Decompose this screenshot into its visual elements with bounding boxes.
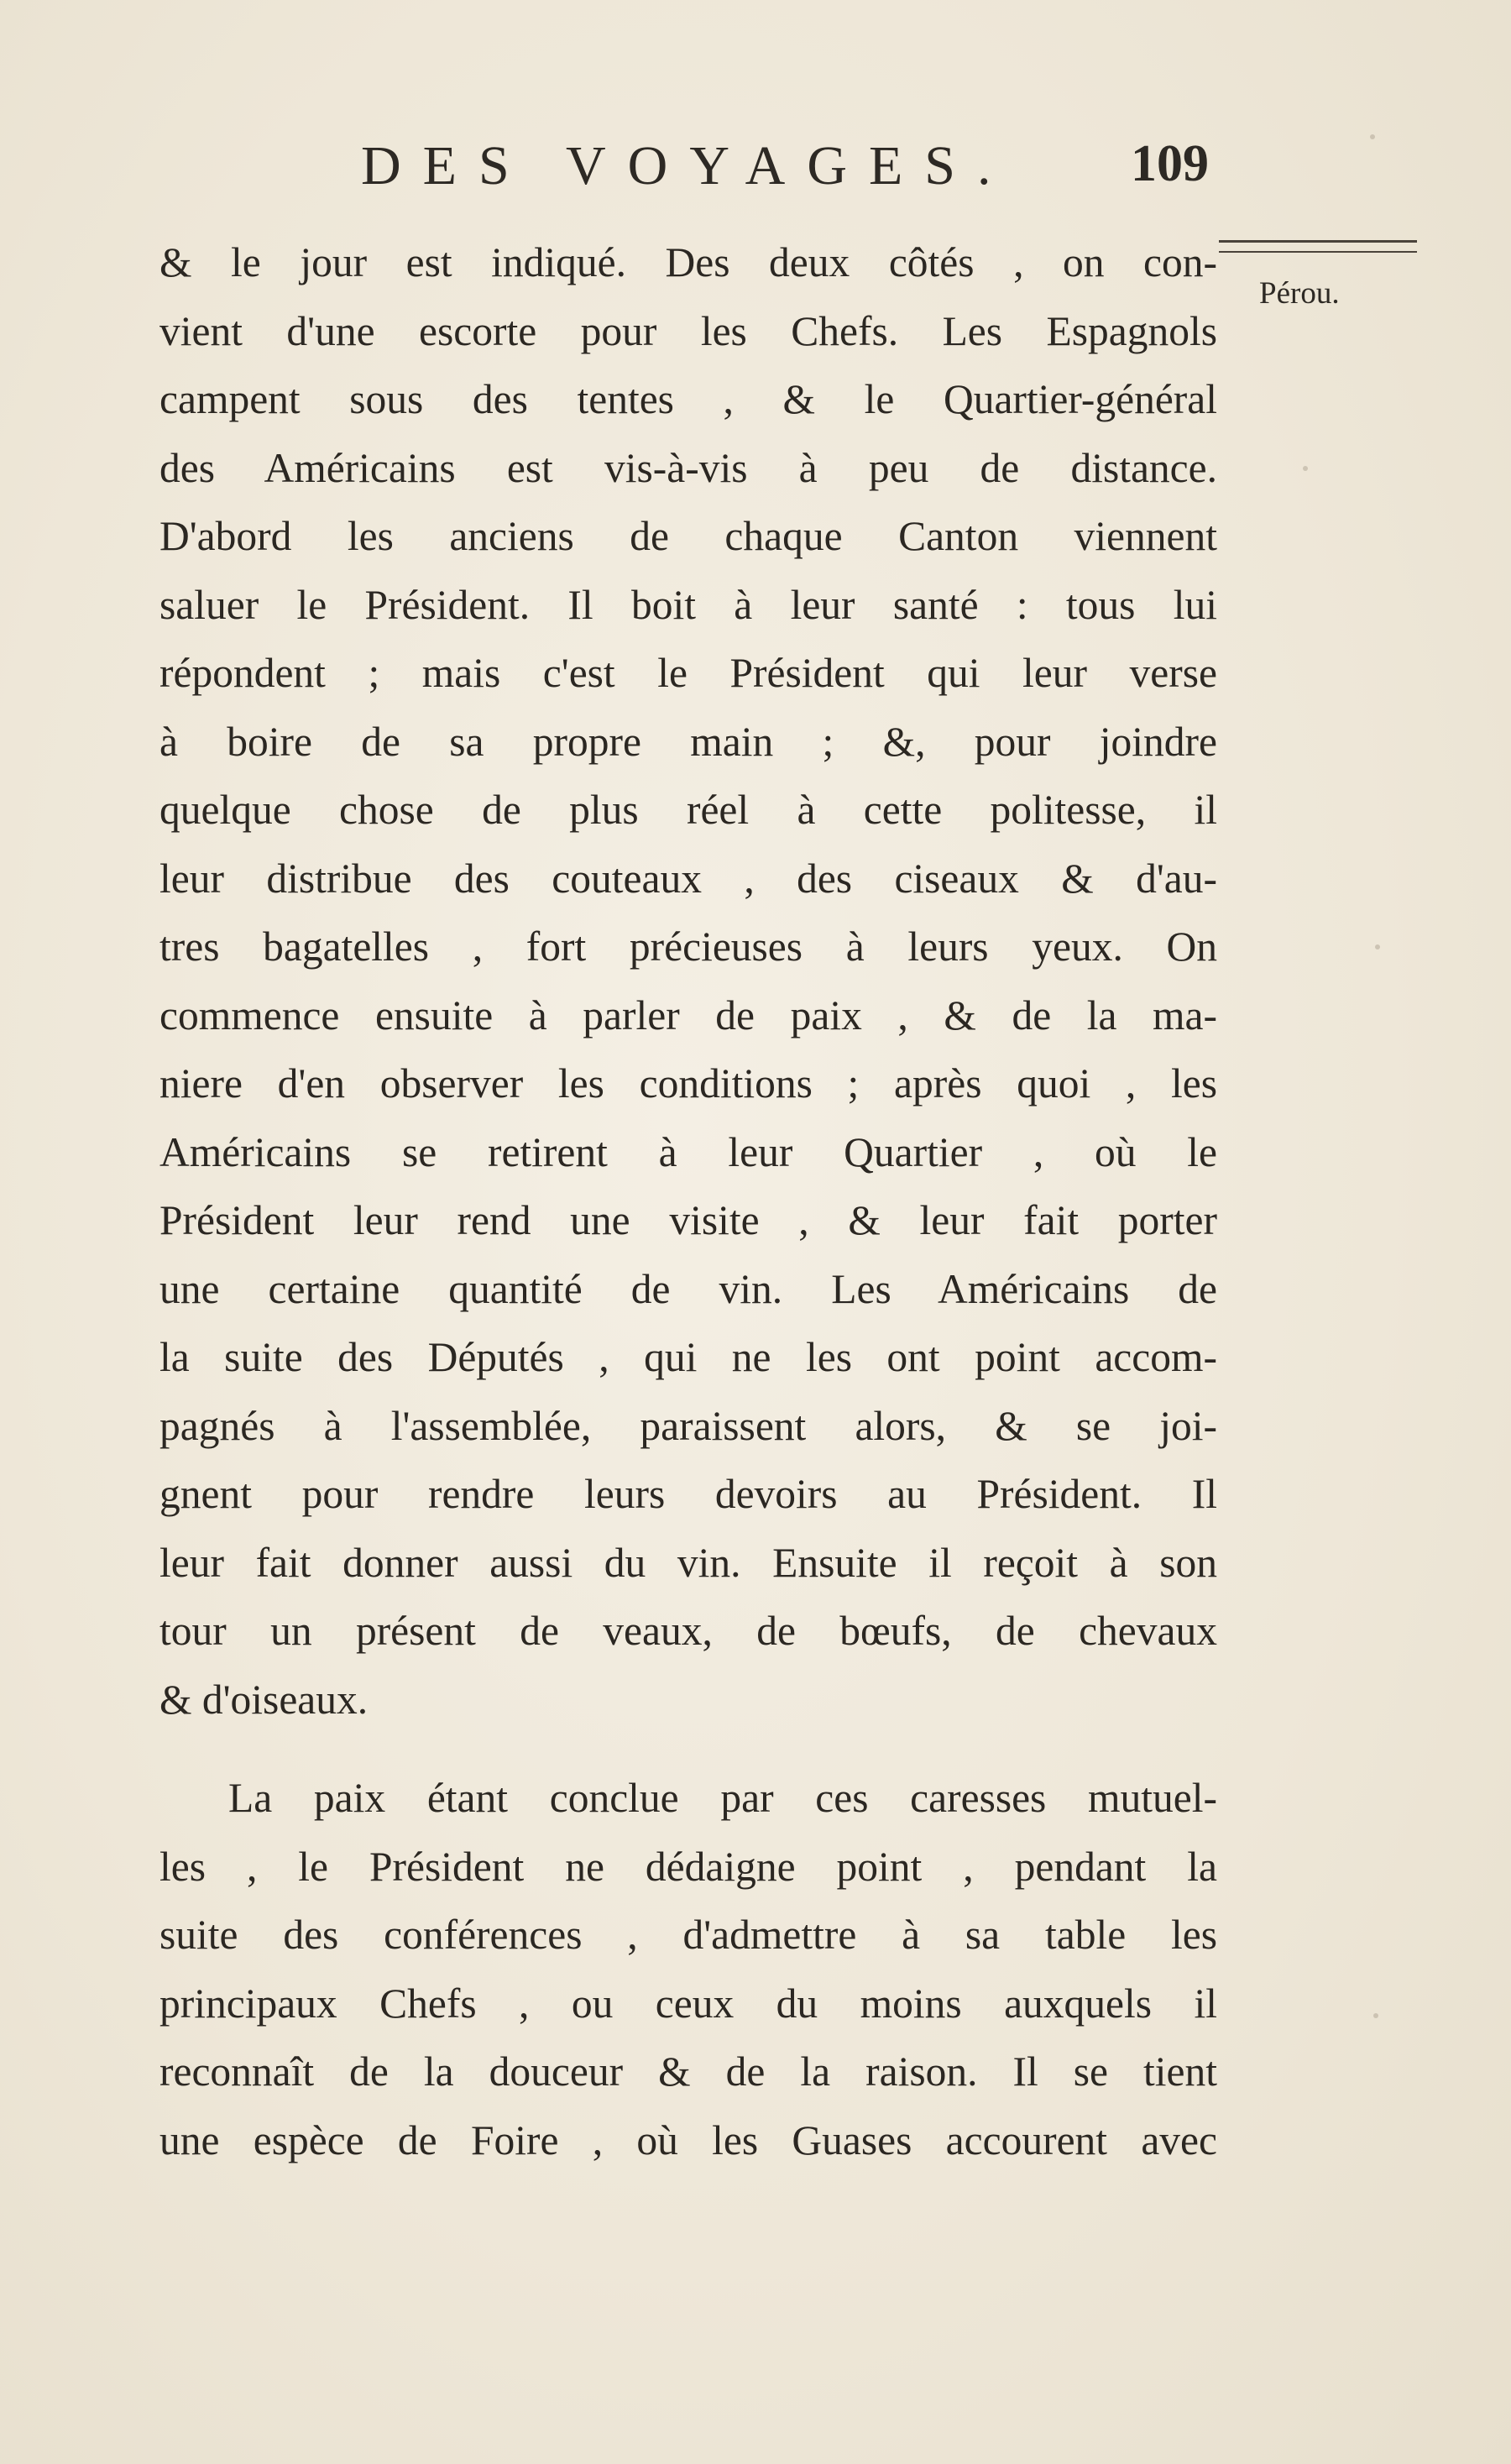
text-line: reconnaît de la douceur & de la raison. Il se tient xyxy=(159,2048,1217,2095)
text-line: niere d'en observer les conditions ; après quoi , les xyxy=(159,1060,1217,1106)
text-line: campent sous des tentes , & le Quartier-général xyxy=(159,376,1217,422)
text-line: la suite des Députés , qui ne les ont point accom- xyxy=(159,1334,1217,1380)
text-line: vient d'une escorte pour les Chefs. Les Espagnols xyxy=(159,307,1217,354)
text-line: D'abord les anciens de chaque Canton viennent xyxy=(159,513,1217,559)
paper-speck xyxy=(1370,134,1375,139)
paragraph-2 xyxy=(159,1764,1217,2174)
text-line: des Américains est vis-à-vis à peu de distance. xyxy=(159,444,1217,491)
text-line: leur fait donner aussi du vin. Ensuite il reçoit à son xyxy=(159,1539,1217,1586)
text-line: les , le Président ne dédaigne point , pendant la xyxy=(159,1843,1217,1890)
paper-speck xyxy=(1375,944,1380,950)
paper-speck xyxy=(1303,466,1308,471)
paragraph-1 xyxy=(159,228,1217,1734)
text-line: saluer le Président. Il boit à leur santé : tous lui xyxy=(159,581,1217,628)
page-header xyxy=(361,134,1209,201)
text-line: une espèce de Foire , où les Guases accourent avec xyxy=(159,2116,1217,2163)
text-line: gnent pour rendre leurs devoirs au Président. Il xyxy=(159,1471,1217,1517)
text-line: commence ensuite à parler de paix , & de la ma- xyxy=(159,991,1217,1038)
text-line: quelque chose de plus réel à cette politesse, il xyxy=(159,787,1217,833)
text-line: pagnés à l'assemblée, paraissent alors, & se joi- xyxy=(159,1402,1217,1449)
text-line: suite des conférences , d'admettre à sa table les xyxy=(159,1912,1217,1958)
text-line: La paix étant conclue par ces caresses mutuel- xyxy=(228,1775,1217,1821)
text-line: & d'oiseaux. xyxy=(159,1676,369,1723)
text-line: Président leur rend une visite , & leur fait porter xyxy=(159,1197,1217,1243)
text-line: principaux Chefs , ou ceux du moins auxquels il xyxy=(159,1980,1217,2027)
page-number: 109 xyxy=(1131,135,1209,192)
body-text xyxy=(159,228,1217,2174)
text-line: tour un présent de veaux, de bœufs, de chevaux xyxy=(159,1608,1217,1654)
paper-speck xyxy=(1373,2013,1378,2018)
margin-rule xyxy=(1219,240,1417,253)
text-line: & le jour est indiqué. Des deux côtés , on con- xyxy=(159,239,1217,285)
running-title: DES VOYAGES. xyxy=(361,135,1013,196)
text-line: à boire de sa propre main ; &, pour joindre xyxy=(159,718,1217,765)
text-line: tres bagatelles , fort précieuses à leurs yeux. On xyxy=(159,923,1217,970)
text-line: leur distribue des couteaux , des ciseaux & d'au- xyxy=(159,855,1217,902)
text-line: Américains se retirent à leur Quartier , où le xyxy=(159,1128,1217,1175)
text-line: répondent ; mais c'est le Président qui leur verse xyxy=(159,650,1217,696)
margin-note: Pérou. xyxy=(1259,276,1340,311)
text-line: une certaine quantité de vin. Les Américains de xyxy=(159,1265,1217,1312)
paragraph-gap xyxy=(159,1734,1217,1764)
